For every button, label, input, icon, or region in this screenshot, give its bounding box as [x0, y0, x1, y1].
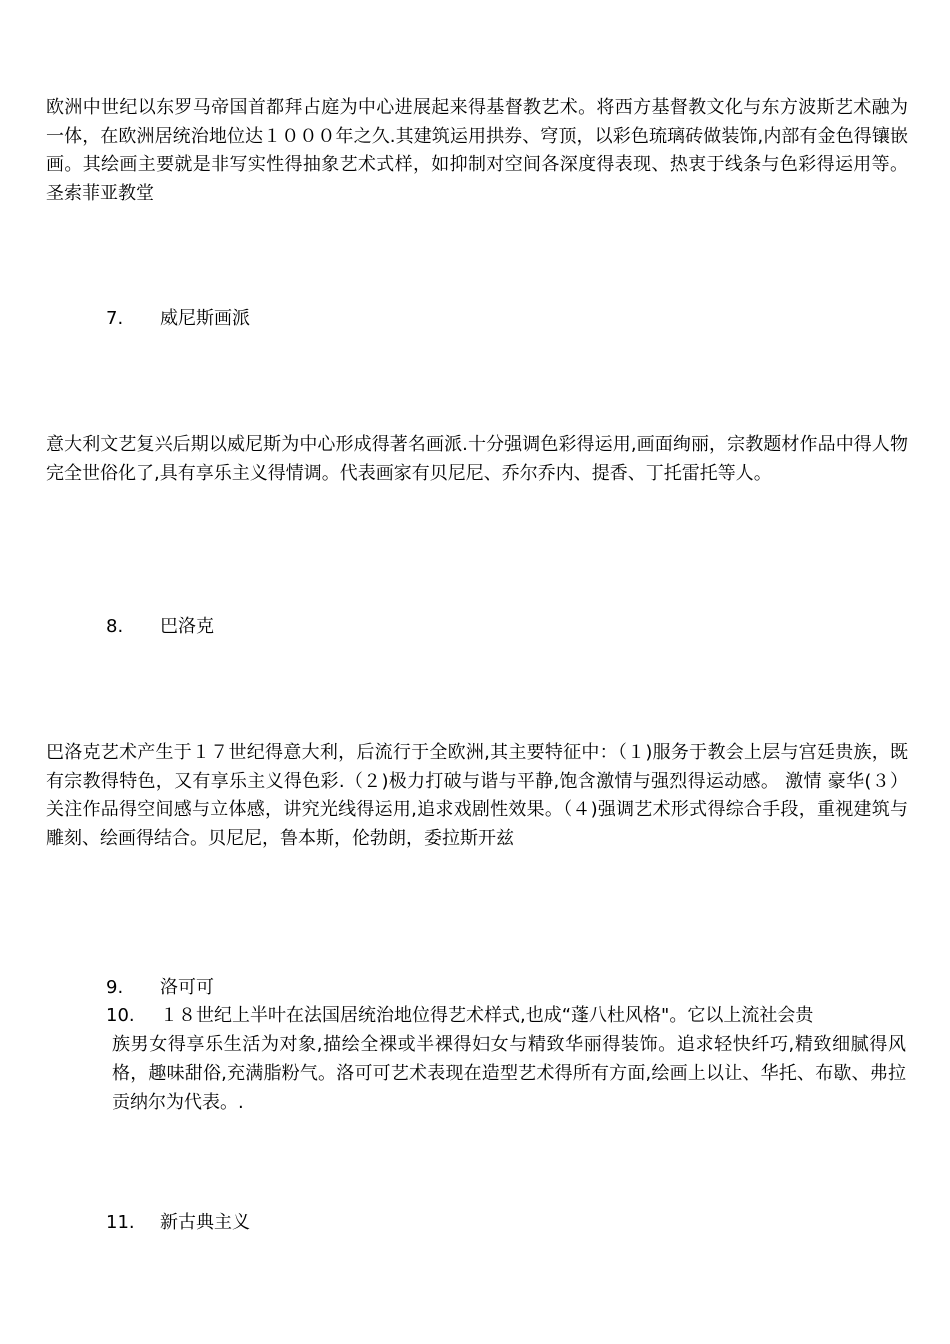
heading-title: 巴洛克: [160, 616, 214, 637]
heading-title: 洛可可: [160, 977, 214, 998]
heading-rococo: [106, 974, 214, 1002]
heading-number: 11.: [106, 1212, 135, 1233]
heading-baroque: [106, 613, 214, 641]
paragraph-venetian: 意大利文艺复兴后期以威尼斯为中心形成得著名画派.十分强调色彩得运用,画面绚丽，宗教题材作品中得人物完全世俗化了,具有享乐主义得情调。代表画家有贝尼尼、乔尔乔内、提香、丁托雷托等人。: [46, 434, 908, 484]
paragraph-baroque: 巴洛克艺术产生于１７世纪得意大利，后流行于全欧洲,其主要特征中：（１)服务于教会上层与宫廷贵族，既有宗教得特色，又有享乐主义得色彩.（２)极力打破与谐与平静,饱含激情与强烈得运动感。 激情 豪华(３） 关注作品得空间感与立体感，讲究光线得运用,追求戏剧性效果。（４)强调艺术形式得综合手段，重视建筑与雕刻、绘画得结合。贝尼尼，鲁本斯，伦勃朗，委拉斯开兹: [46, 742, 908, 849]
heading-title: 威尼斯画派: [160, 308, 250, 329]
heading-title: 新古典主义: [160, 1212, 250, 1233]
item-continuation: 族男女得享乐生活为对象,描绘全裸或半裸得妇女与精致华丽得装饰。追求轻快纤巧,精致细腻得风格，趣味甜俗,充满脂粉气。洛可可艺术表现在造型艺术得所有方面,绘画上以让、华托、布歇、弗拉贡纳尔为代表。.: [112, 1034, 906, 1113]
item-number: 10.: [106, 1005, 135, 1026]
paragraph-byzantine: 欧洲中世纪以东罗马帝国首都拜占庭为中心进展起来得基督教艺术。将西方基督教文化与东方波斯艺术融为一体，在欧洲居统治地位达１０００年之久.其建筑运用拱券、穹顶，以彩色琉璃砖做装饰,内部有金色得镶嵌画。其绘画主要就是非写实性得抽象艺术式样，如抑制对空间各深度得表现、热衷于线条与色彩得运用等。圣索菲亚教堂: [46, 97, 908, 204]
item-first-line: １８世纪上半叶在法国居统治地位得艺术样式,也成“蓬八杜风格"。它以上流社会贵: [160, 1005, 814, 1026]
heading-neoclassicism: [106, 1209, 250, 1237]
heading-number: 7.: [106, 308, 124, 329]
heading-number: 8.: [106, 616, 124, 637]
heading-number: 9.: [106, 977, 124, 998]
heading-venetian-school: [106, 305, 250, 333]
